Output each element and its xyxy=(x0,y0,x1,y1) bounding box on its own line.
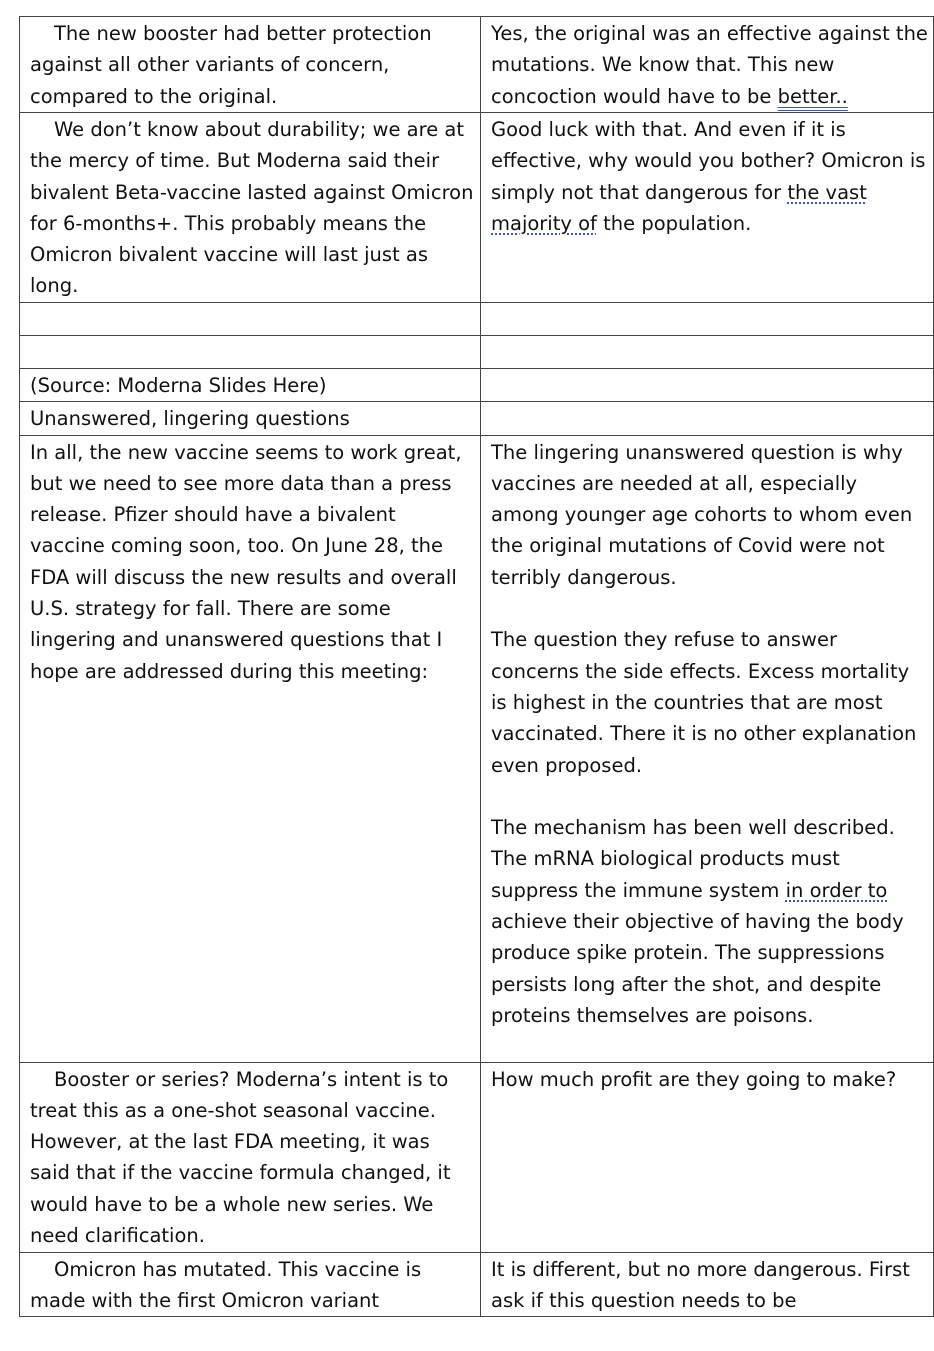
table-row xyxy=(20,336,934,369)
table-cell-right xyxy=(481,435,934,1062)
table-row xyxy=(20,1062,934,1252)
cell-text: the population. xyxy=(596,211,752,235)
cell-paragraph: The lingering unanswered question is why vaccines are needed at all, especially among younger age cohorts to whom even the original mutations of Covid were not terribly dangerous. xyxy=(491,440,913,589)
table-cell-left xyxy=(20,435,481,1062)
paragraph-gap xyxy=(491,781,929,812)
table-row xyxy=(20,402,934,435)
grammar-marked-text[interactable]: in order to xyxy=(785,878,888,902)
table-row xyxy=(20,1252,934,1317)
cell-paragraph: The question they refuse to answer concerns the side effects. Excess mortality is highest in the countries that are most vaccinated. There it is no other explanation even proposed. xyxy=(491,628,917,777)
cell-text: How much profit are they going to make? xyxy=(491,1067,897,1091)
cell-text: Omicron has mutated. This vaccine is made with the first Omicron variant xyxy=(30,1257,422,1312)
table-cell-left xyxy=(20,1062,481,1252)
table-cell-left xyxy=(20,336,481,369)
table-row xyxy=(20,113,934,303)
cell-paragraph xyxy=(491,812,929,1031)
cell-text: The new booster had better protection against all other variants of concern, compared to the original. xyxy=(30,22,432,108)
table-cell-right xyxy=(481,1062,934,1252)
cell-text: Yes, the original was an effective against the mutations. We know that. This new concoction would have to be xyxy=(491,22,928,108)
section-heading: Unanswered, lingering questions xyxy=(30,407,350,431)
cell-text: It is different, but no more dangerous. First ask if this question needs to be xyxy=(491,1257,910,1312)
table-cell-left xyxy=(20,402,481,435)
table-row xyxy=(20,303,934,336)
table-cell-left xyxy=(20,1252,481,1317)
table-cell-left xyxy=(20,303,481,336)
table-cell-right xyxy=(481,17,934,113)
cell-text: Booster or series? Moderna’s intent is to treat this as a one-shot seasonal vaccine. However, at the last FDA meeting, it was said that if the vaccine formula changed, it would have to be a whole new series. We need clarification. xyxy=(30,1067,451,1248)
table-cell-right xyxy=(481,402,934,435)
table-cell-left xyxy=(20,369,481,402)
table-cell-right xyxy=(481,369,934,402)
grammar-marked-text[interactable]: the vast majority of xyxy=(491,180,867,235)
document-table xyxy=(19,16,934,1317)
table-cell-right xyxy=(481,336,934,369)
cell-text: achieve their objective of having the body produce spike protein. The suppressions persists long after the shot, and despite proteins themselves are poisons. xyxy=(491,910,904,1027)
table-cell-left xyxy=(20,113,481,303)
cell-text: We don’t know about durability; we are at the mercy of time. But Moderna said their bivalent Beta-vaccine lasted against Omicron for 6-months+. This probably means the Omicron bivalent vaccine will last just as long. xyxy=(30,118,474,298)
cell-text: (Source: Moderna Slides Here) xyxy=(30,374,327,397)
table-cell-right xyxy=(481,113,934,303)
cell-text: Good luck with that. And even if it is effective, why would you bother? Omicron is simply not that dangerous for xyxy=(491,118,926,204)
cell-text: The mechanism has been well described. The mRNA biological products must suppress the immune system xyxy=(491,816,895,902)
table-row xyxy=(20,369,934,402)
paragraph-gap xyxy=(491,593,929,624)
cell-text: In all, the new vaccine seems to work great, but we need to see more data than a press release. Pfizer should have a bivalent vaccine coming soon, too. On June 28, the FDA will discuss the new results and overall U.S. strategy for fall. There are some lingering and unanswered questions that I hope are addressed during this meeting: xyxy=(30,440,462,683)
table-row xyxy=(20,17,934,113)
grammar-marked-text[interactable]: better.. xyxy=(777,84,848,108)
table-cell-right xyxy=(481,1252,934,1317)
table-row xyxy=(20,435,934,1062)
table-cell-left xyxy=(20,17,481,113)
table-cell-right xyxy=(481,303,934,336)
